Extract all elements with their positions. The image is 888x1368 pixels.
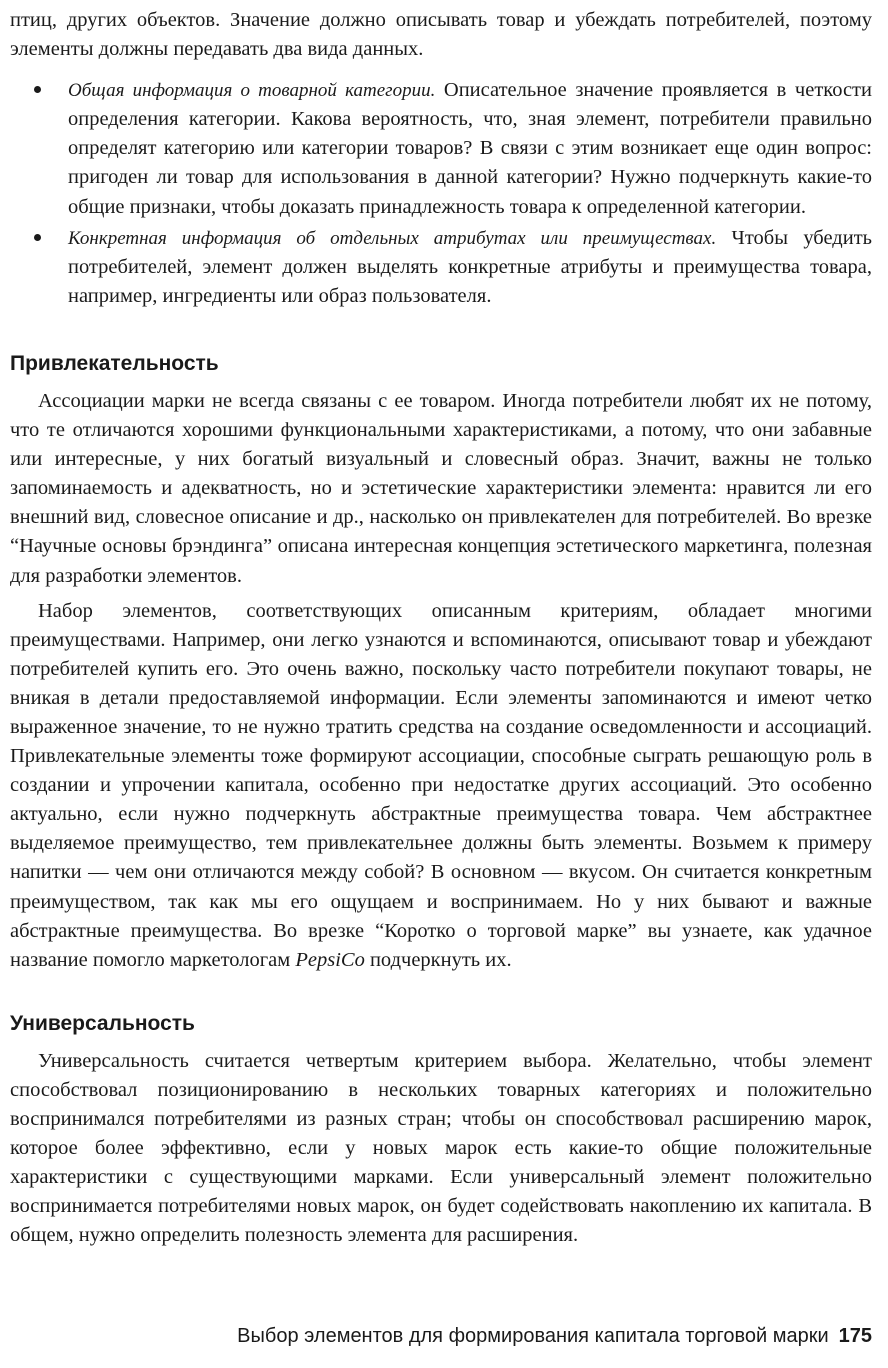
paragraph-text: подчеркнуть их. <box>364 948 512 971</box>
paragraph-text: Набор элементов, соответствующих описанным критериям, обладает многими преимуществами. Например, они легко узнаются и вспоминаются, описывают товар и убеждают потребителей купить его. Это очень важно, поскольку часто потребители покупают товары, не вникая в детали предоставляемой информации. Если элементы запоминаются и имеют четко выраженное значение, то не нужно тратить средства на создание осведомленности и ассоциаций. Привлекательные элементы тоже формируют ассоциации, способные сыграть решающую роль в создании и упрочении капитала, особенно при недостатке других ассоциаций. Это особенно актуально, если нужно подчеркнуть абстрактные преимущества товара. Чем абстрактнее выделяемое преимущество, тем привлекательнее должны быть элементы. Возьмем к примеру напитки — чем они отличаются между собой? В основном — вкусом. Он считается конкретным преимуществом, так как мы его ощущаем и воспринимаем. Но у них бывают и важные абстрактные преимущества. Во врезке “Коротко о торговой марке” вы узнаете, как удачное название помогло маркетологам <box>10 599 872 971</box>
universality-paragraph: Универсальность считается четвертым критерием выбора. Желательно, чтобы элемент способствовал позиционированию в нескольких товарных категориях и положительно воспринимался потребителями из разных стран; чтобы он способствовал расширению марок, которое более эффективно, если у новых марок есть какие-то общие положительные характеристики с существующими марками. Если универсальный элемент положительно воспринимается потребителями новых марок, он будет содействовать накоплению их капитала. В общем, нужно определить полезность элемента для расширения. <box>10 1049 872 1247</box>
bullet-item <box>68 224 872 311</box>
page-number: 175 <box>838 1325 872 1347</box>
bullet-dot-icon <box>34 234 41 241</box>
bullet-list <box>10 76 872 311</box>
bullet-item <box>68 76 872 221</box>
bullet-body: Чтобы убедить потребителей, элемент должен выделять конкретные атрибуты и преимущества товара, например, ингредиенты или образ пользователя. <box>68 226 872 307</box>
bullet-body: Описательное значение проявляется в четкости определения категории. Какова вероятность, что, зная элемент, потребители правильно определят категорию или категории товаров? В связи с этим возникает еще один вопрос: пригоден ли товар для использования в данной категории? Нужно подчеркнуть какие-то общие признаки, чтобы доказать принадлежность товара к определенной категории. <box>68 79 872 218</box>
page-footer <box>237 1325 872 1348</box>
section-heading-attractiveness: Привлекательность <box>10 351 219 375</box>
bullet-text <box>68 76 872 221</box>
bullet-lead: Конкретная информация об отдельных атрибутах или преимуществах. <box>68 227 717 249</box>
attractiveness-paragraph-1: Ассоциации марки не всегда связаны с ее товаром. Иногда потребители любят их не потому, что те отличаются хорошими функциональными характеристиками, а потому, что они забавные или интересные, у них богатый визуальный и словесный образ. Значит, важны не только запоминаемость и адекватность, но и эстетические характеристики элемента: нравится ли его внешний вид, словесное описание и др., насколько он привлекателен для потребителей. Во врезке “Научные основы брэндинга” описана интересная концепция эстетического маркетинга, полезная для разработки элементов. <box>10 389 872 587</box>
bullet-lead: Общая информация о товарной категории. <box>68 80 436 102</box>
section-heading-universality: Универсальность <box>10 1011 195 1035</box>
bullet-text <box>68 224 872 311</box>
running-title: Выбор элементов для формирования капитала торговой марки <box>237 1325 829 1347</box>
intro-paragraph: птиц, других объектов. Значение должно описывать товар и убеждать потребителей, поэтому элементы должны передавать два вида данных. <box>10 9 872 61</box>
brand-name: PepsiCo <box>295 948 365 971</box>
attractiveness-paragraph-2 <box>10 597 872 975</box>
bullet-dot-icon <box>34 86 41 93</box>
